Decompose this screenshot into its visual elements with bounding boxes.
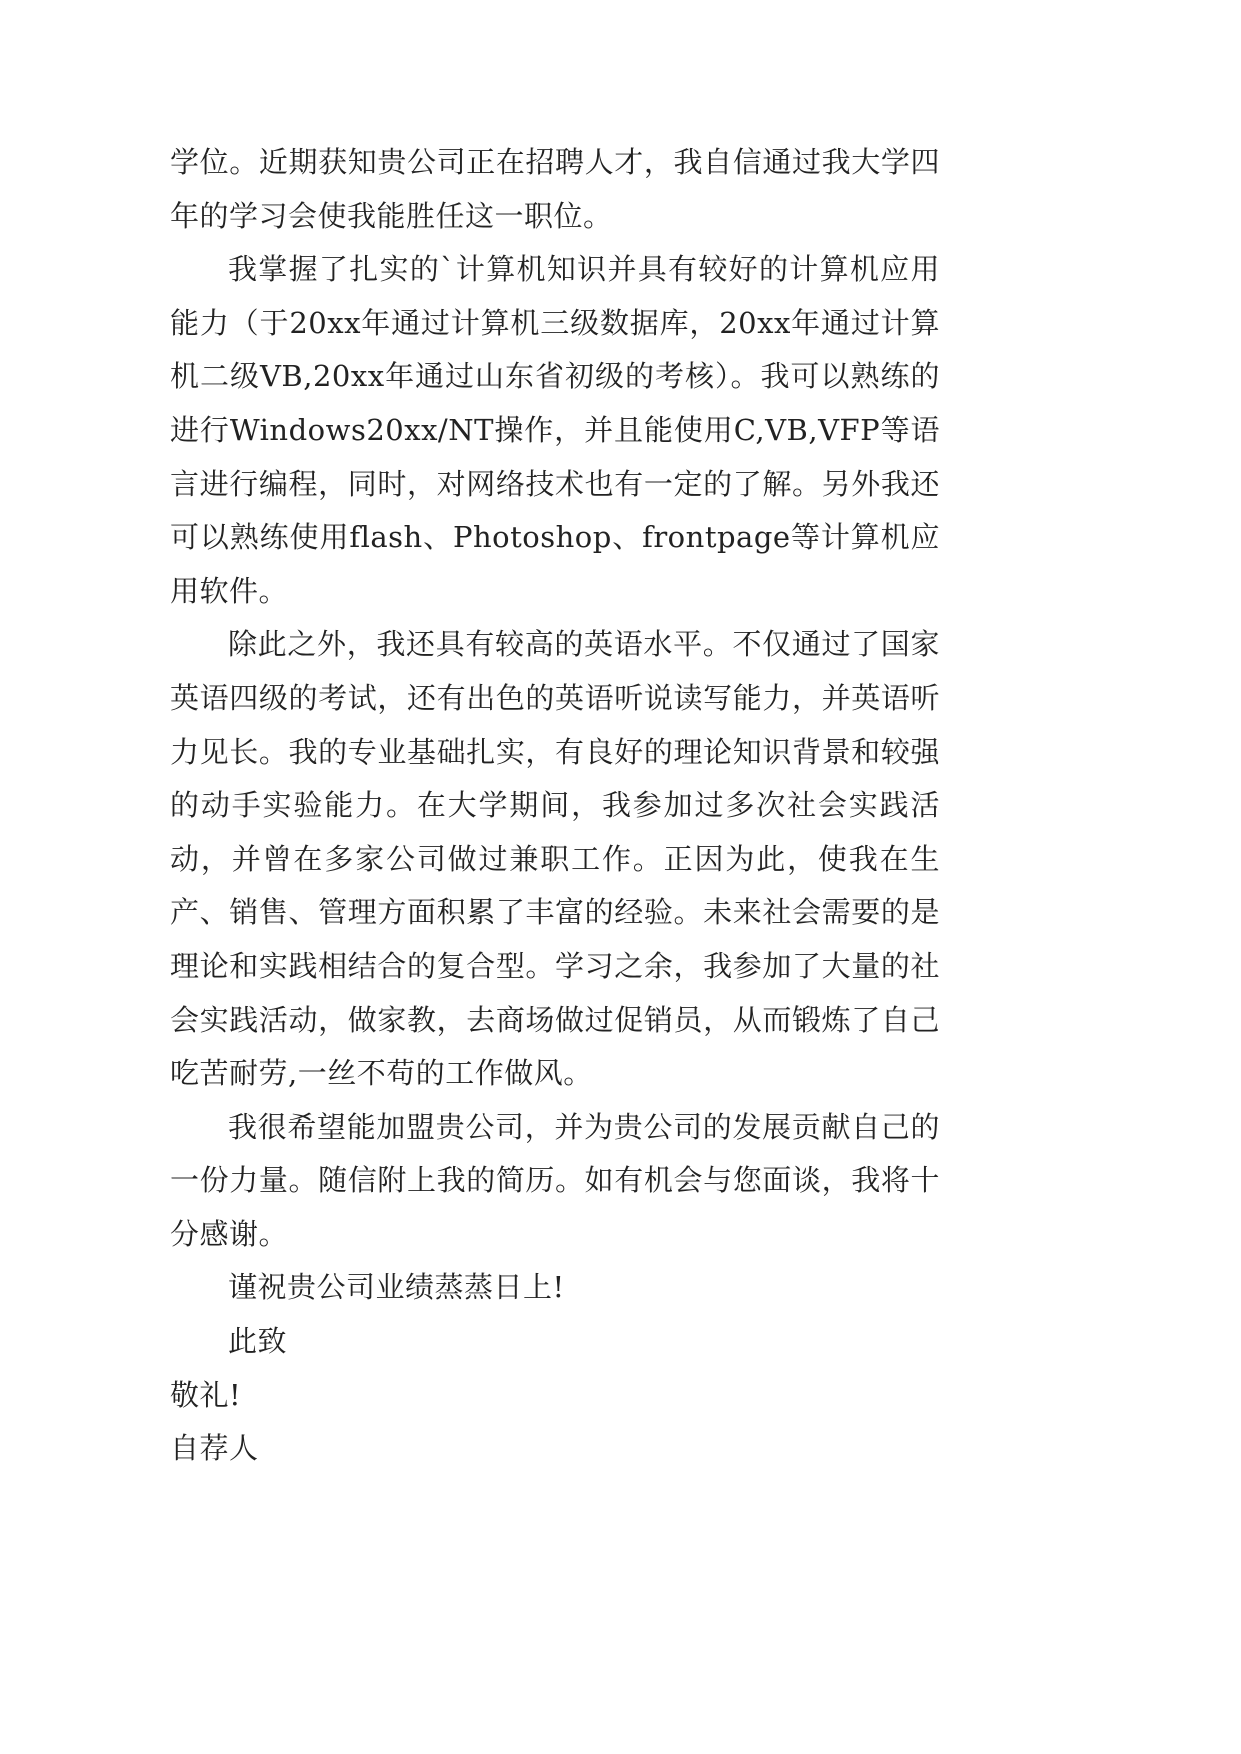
paragraph-closing-request: 我很希望能加盟贵公司，并为贵公司的发展贡献自己的一份力量。随信附上我的简历。如有机会与您面谈，我将十分感谢。 — [170, 1109, 940, 1251]
paragraph-continuation: 学位。近期获知贵公司正在招聘人才，我自信通过我大学四年的学习会使我能胜任这一职位。 — [170, 145, 940, 233]
salutation: 敬礼! — [170, 1377, 242, 1412]
signature: 自荐人 — [170, 1431, 259, 1466]
closing-cizhi: 此致 — [228, 1324, 288, 1359]
closing-wish: 谨祝贵公司业绩蒸蒸日上! — [228, 1270, 565, 1305]
paragraph-computer-skills: 我掌握了扎实的`计算机知识并具有较好的计算机应用能力（于20xx年通过计算机三级数据库，20xx年通过计算机二级VB,20xx年通过山东省初级的考核）。我可以熟练的进行Windows20xx/NT操作，并且能使用C,VB,VFP等语言进行编程，同时，对网络技术也有一定的了解。另外我还可以熟练使用flash、Photoshop、frontpage等计算机应用软件。 — [170, 252, 940, 608]
letter-body — [170, 136, 940, 1476]
paragraph-english-and-practice: 除此之外，我还具有较高的英语水平。不仅通过了国家英语四级的考试，还有出色的英语听说读写能力，并英语听力见长。我的专业基础扎实，有良好的理论知识背景和较强的动手实验能力。在大学期间，我参加过多次社会实践活动，并曾在多家公司做过兼职工作。正因为此，使我在生产、销售、管理方面积累了丰富的经验。未来社会需要的是理论和实践相结合的复合型。学习之余，我参加了大量的社会实践活动，做家教，去商场做过促销员，从而锻炼了自己吃苦耐劳,一丝不苟的工作做风。 — [170, 627, 940, 1091]
